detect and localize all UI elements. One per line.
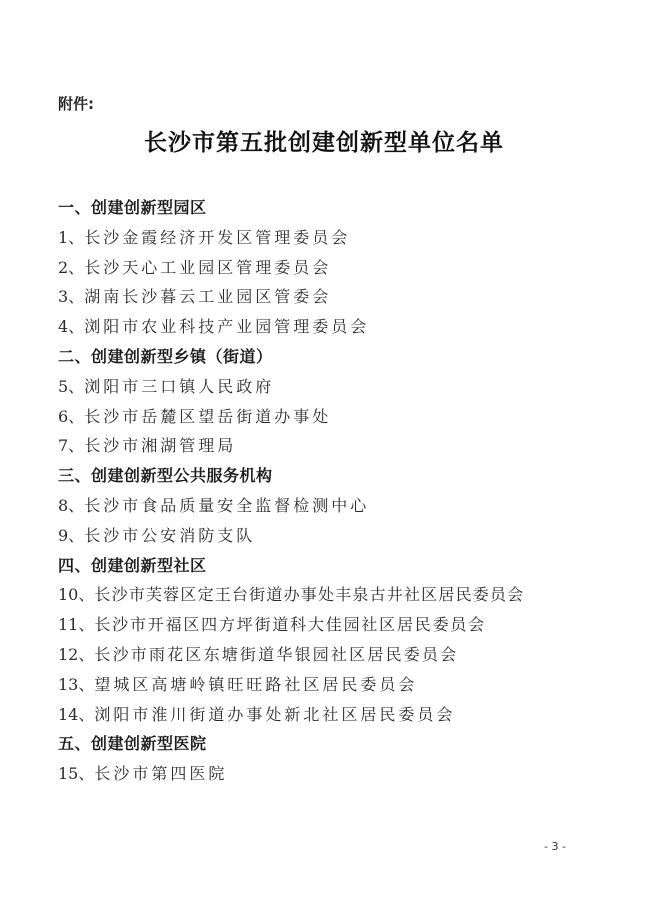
list-item: 13、望城区高塘岭镇旺旺路社区居民委员会	[58, 674, 418, 694]
list-item: 12、长沙市雨花区东塘街道华银园社区居民委员会	[58, 644, 459, 664]
list-item: 5、浏阳市三口镇人民政府	[58, 376, 275, 396]
section-heading: 三、创建创新型公共服务机构	[58, 466, 273, 486]
unit-list	[58, 193, 618, 789]
attachment-label: 附件:	[58, 95, 94, 113]
list-item: 14、浏阳市淮川街道办事处新北社区居民委员会	[58, 704, 456, 724]
list-item: 3、湖南长沙暮云工业园区管委会	[58, 287, 332, 307]
section-heading: 二、创建创新型乡镇（街道）	[58, 346, 273, 366]
list-item: 10、长沙市芙蓉区定王台街道办事处丰泉古井社区居民委员会	[58, 585, 525, 605]
page-number: - 3 -	[544, 840, 566, 853]
list-item: 6、长沙市岳麓区望岳街道办事处	[58, 406, 332, 426]
list-item: 15、长沙市第四医院	[58, 764, 228, 784]
section-heading: 四、创建创新型社区	[58, 555, 207, 575]
list-item: 4、浏阳市农业科技产业园管理委员会	[58, 317, 370, 337]
section-heading: 一、创建创新型园区	[58, 198, 207, 217]
list-item: 9、长沙市公安消防支队	[58, 525, 256, 545]
list-item: 7、长沙市湘湖管理局	[58, 436, 237, 456]
section-heading: 五、创建创新型医院	[58, 734, 207, 754]
list-item: 1、长沙金霞经济开发区管理委员会	[58, 227, 351, 247]
list-item: 2、长沙天心工业园区管理委员会	[58, 257, 332, 277]
list-item: 11、长沙市开福区四方坪街道科大佳园社区居民委员会	[58, 615, 486, 635]
list-item: 8、长沙市食品质量安全监督检测中心	[58, 495, 370, 515]
document-title: 长沙市第五批创建创新型单位名单	[144, 129, 504, 156]
